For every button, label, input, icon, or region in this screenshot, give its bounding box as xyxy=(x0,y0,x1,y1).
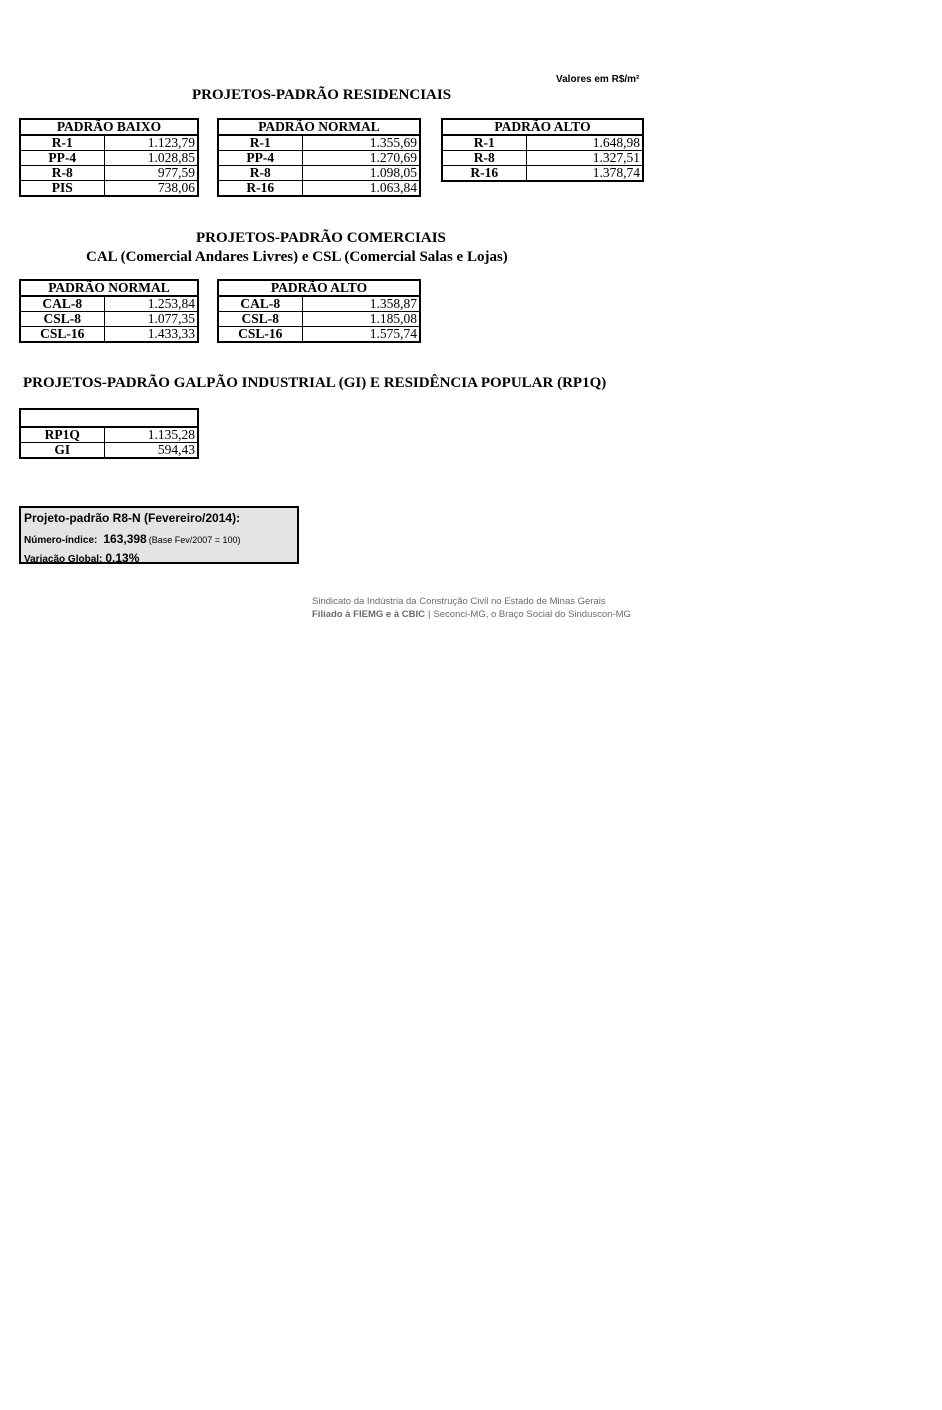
table-row: RP1Q 1.135,28 xyxy=(20,427,198,443)
variacao-line xyxy=(24,551,139,565)
table-row: R-1 1.648,98 xyxy=(442,135,643,151)
commercial-alto-table xyxy=(217,279,421,343)
residential-baixo-table xyxy=(19,118,199,197)
table-row: PP-4 1.028,85 xyxy=(20,151,198,166)
indice-label: Número-índice: xyxy=(24,535,98,546)
residential-alto-table xyxy=(441,118,644,182)
galpao-table xyxy=(19,408,199,459)
table-row: CSL-8 1.185,08 xyxy=(218,312,420,327)
info-box xyxy=(19,506,299,564)
indice-line xyxy=(24,532,241,546)
table-header: PADRÃO BAIXO xyxy=(20,119,198,135)
table-row: R-1 1.123,79 xyxy=(20,135,198,151)
table-header: PADRÃO NORMAL xyxy=(218,119,420,135)
table-row: PP-4 1.270,69 xyxy=(218,151,420,166)
table-row: R-16 1.378,74 xyxy=(442,166,643,182)
table-row: R-1 1.355,69 xyxy=(218,135,420,151)
footer-separator: | xyxy=(427,609,431,620)
residential-normal-table xyxy=(217,118,421,197)
table-row: PIS 738,06 xyxy=(20,181,198,197)
table-header: PADRÃO ALTO xyxy=(442,119,643,135)
table-row: R-8 977,59 xyxy=(20,166,198,181)
indice-base: (Base Fev/2007 = 100) xyxy=(148,535,241,545)
info-title: Projeto-padrão R8-N (Fevereiro/2014): xyxy=(24,511,241,525)
variacao-value: 0,13% xyxy=(105,551,140,565)
variacao-label: Variação Global: xyxy=(24,554,103,565)
table-header: PADRÃO NORMAL xyxy=(20,280,198,296)
table-row: GI 594,43 xyxy=(20,443,198,459)
galpao-title: PROJETOS-PADRÃO GALPÃO INDUSTRIAL (GI) E RESIDÊNCIA POPULAR (RP1Q) xyxy=(23,375,607,391)
table-row: R-8 1.327,51 xyxy=(442,151,643,166)
table-row: CSL-8 1.077,35 xyxy=(20,312,198,327)
table-header-empty xyxy=(20,409,198,427)
commercial-subtitle: CAL (Comercial Andares Livres) e CSL (Comercial Salas e Lojas) xyxy=(86,249,508,265)
table-row: CAL-8 1.253,84 xyxy=(20,296,198,312)
unit-note: Valores em R$/m² xyxy=(556,74,640,85)
residential-title: PROJETOS-PADRÃO RESIDENCIAIS xyxy=(192,87,452,103)
footer-affiliation: Filiado à FIEMG e à CBIC xyxy=(312,609,425,620)
footer-line1: Sindicato da Indústria da Construção Civil no Estado de Minas Gerais xyxy=(312,596,606,607)
footer xyxy=(312,595,631,621)
commercial-normal-table xyxy=(19,279,199,343)
table-header: PADRÃO ALTO xyxy=(218,280,420,296)
footer-line2 xyxy=(312,608,631,621)
table-row: CAL-8 1.358,87 xyxy=(218,296,420,312)
footer-seconci: Seconci-MG, o Braço Social do Sinduscon-MG xyxy=(433,609,631,620)
table-row: CSL-16 1.433,33 xyxy=(20,327,198,343)
table-row: R-16 1.063,84 xyxy=(218,181,420,197)
table-row: R-8 1.098,05 xyxy=(218,166,420,181)
commercial-title: PROJETOS-PADRÃO COMERCIAIS xyxy=(196,230,446,246)
indice-value: 163,398 xyxy=(103,532,147,546)
table-row: CSL-16 1.575,74 xyxy=(218,327,420,343)
